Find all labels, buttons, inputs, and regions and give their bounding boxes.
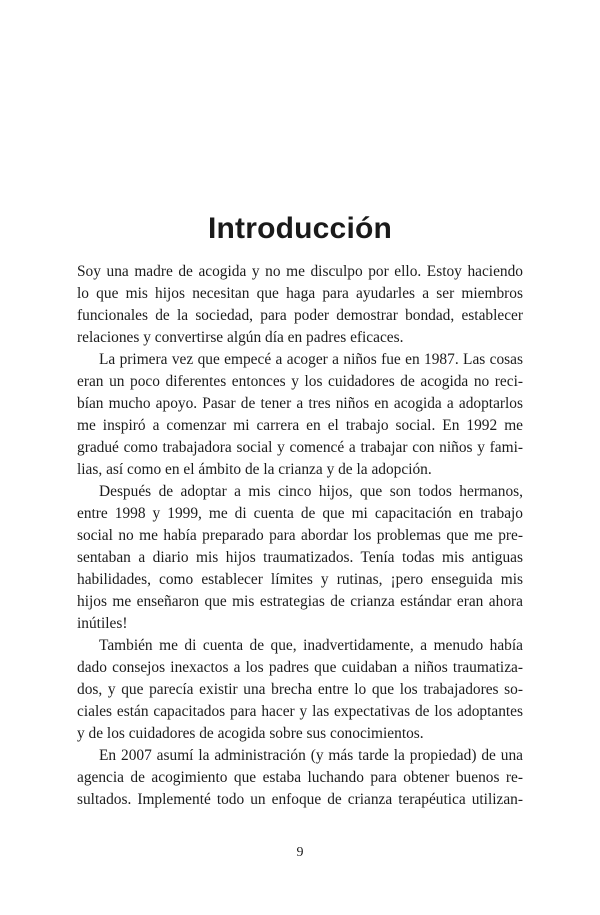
chapter-title: Introducción bbox=[207, 212, 393, 246]
text-line: La primera vez que empecé a acoger a niños fue en 1987. Las cosas bbox=[99, 351, 523, 368]
text-line: bían mucho apoyo. Pasar de tener a tres niños en acogida a adoptarlos bbox=[77, 395, 523, 412]
text-line: eran un poco diferentes entonces y los cuidadores de acogida no reci- bbox=[77, 373, 523, 390]
text-line: agencia de acogimiento que estaba luchando para obtener buenos re- bbox=[77, 769, 523, 786]
text-line: funcionales de la sociedad, para poder demostrar bondad, establecer bbox=[77, 307, 523, 324]
text-line: dado consejos inexactos a los padres que cuidaban a niños traumatiza- bbox=[77, 659, 523, 676]
text-line: dos, y que parecía existir una brecha entre lo que los trabajadores so- bbox=[77, 681, 523, 698]
text-line: entre 1998 y 1999, me di cuenta de que mi capacitación en trabajo bbox=[77, 505, 523, 522]
text-line: En 2007 asumí la administración (y más tarde la propiedad) de una bbox=[99, 747, 523, 764]
text-line: y de los cuidadores de acogida sobre sus conocimientos. bbox=[77, 725, 424, 742]
text-line: También me di cuenta de que, inadvertidamente, a menudo había bbox=[99, 637, 523, 654]
text-line: hijos me enseñaron que mis estrategias de crianza estándar eran ahora bbox=[77, 593, 523, 610]
text-line: lo que mis hijos necesitan que haga para ayudarles a ser miembros bbox=[77, 285, 523, 302]
text-line: Soy una madre de acogida y no me disculpo por ello. Estoy haciendo bbox=[77, 263, 523, 280]
text-line: me inspiró a comenzar mi carrera en el trabajo social. En 1992 me bbox=[77, 417, 523, 434]
text-line: ciales están capacitados para hacer y las expectativas de los adoptantes bbox=[77, 703, 523, 720]
page-number: 9 bbox=[296, 845, 304, 860]
text-line: habilidades, como establecer límites y rutinas, ¡pero enseguida mis bbox=[77, 571, 523, 588]
text-line: gradué como trabajadora social y comencé a trabajar con niños y fami- bbox=[77, 439, 523, 456]
text-line: sultados. Implementé todo un enfoque de crianza terapéutica utilizan- bbox=[77, 791, 523, 808]
text-line: inútiles! bbox=[77, 615, 128, 632]
text-line: social no me había preparado para abordar los problemas que me pre- bbox=[77, 527, 523, 544]
body-text bbox=[77, 261, 523, 811]
text-line: relaciones y convertirse algún día en padres eficaces. bbox=[77, 329, 404, 346]
text-line: lias, así como en el ámbito de la crianza y de la adopción. bbox=[77, 461, 432, 478]
text-line: Después de adoptar a mis cinco hijos, que son todos hermanos, bbox=[99, 483, 523, 500]
text-line: sentaban a diario mis hijos traumatizados. Tenía todas mis antiguas bbox=[77, 549, 523, 566]
